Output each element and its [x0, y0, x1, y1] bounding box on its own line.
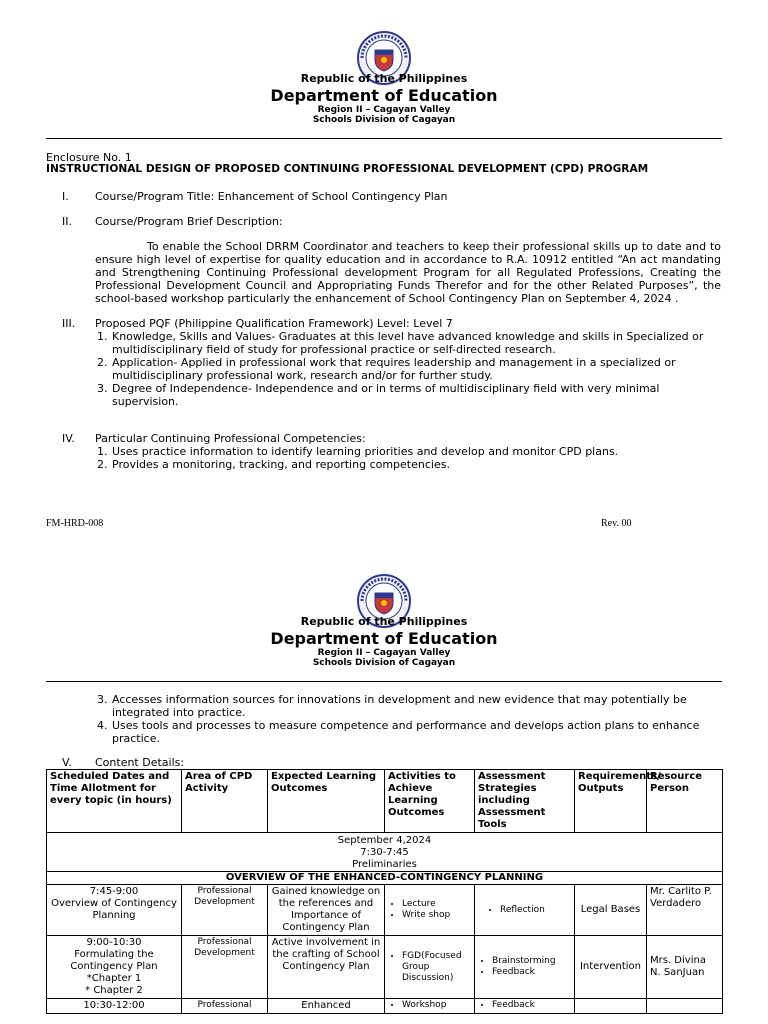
- list-item: • Lecture: [402, 899, 471, 910]
- department-title: Department of Education: [270, 629, 498, 648]
- section-2-text: Course/Program Brief Description:: [95, 215, 283, 228]
- schedule-date: September 4,2024: [337, 835, 432, 846]
- table-row: [47, 872, 723, 885]
- topic-title: Formulating the Contingency Plan: [70, 949, 158, 972]
- list-item: 3. Degree of Independence- Independence and or in terms of multidisciplinary field with very minimal supervision.: [111, 382, 721, 408]
- list-item: • Workshop: [402, 1000, 471, 1011]
- list-item: • Reflection: [500, 905, 571, 916]
- preliminaries-label: Preliminaries: [352, 859, 417, 870]
- pqf-level-list: [95, 330, 721, 408]
- list-item: • FGD(Focused Group Discussion): [402, 951, 471, 984]
- table-row: [47, 999, 723, 1014]
- table-row: [47, 885, 723, 936]
- assessment-list: [478, 905, 571, 916]
- column-header: Expected Learning Outcomes: [268, 770, 385, 833]
- enclosure-label: Enclosure No. 1: [46, 151, 132, 164]
- list-item: 2. Provides a monitoring, tracking, and reporting competencies.: [111, 458, 721, 471]
- schedule-time: 7:30-7:45: [360, 847, 409, 858]
- cpd-area: Professional Development: [182, 885, 268, 936]
- topic-subitem: *Chapter 1: [86, 973, 142, 984]
- requirement-output: Legal Bases: [575, 885, 647, 936]
- resource-person: Mr. Carlito P. Verdadero: [647, 885, 723, 936]
- section-3-number: III.: [62, 317, 76, 330]
- header-divider: [46, 681, 722, 682]
- cpd-area: Professional Development: [182, 936, 268, 999]
- activities-list: [388, 1000, 471, 1011]
- column-header: Resource Person: [647, 770, 723, 833]
- section-1-number: I.: [62, 190, 69, 203]
- competencies-list: [95, 445, 721, 471]
- section-3-text: Proposed PQF (Philippine Qualification Framework) Level: Level 7: [95, 317, 453, 330]
- section-4-number: IV.: [62, 432, 75, 445]
- activities-list: [388, 951, 471, 984]
- column-header: Scheduled Dates and Time Allotment for every topic (in hours): [47, 770, 182, 833]
- assessment-list: [478, 956, 571, 978]
- header-divider: [46, 138, 722, 139]
- assessment-list: [478, 1000, 571, 1011]
- topic-time: 7:45-9:00: [89, 886, 139, 897]
- requirement-output: Intervention: [575, 936, 647, 999]
- topic-subitem: * Chapter 2: [85, 985, 143, 996]
- section-5-number: V.: [62, 756, 72, 769]
- list-item: • Feedback: [492, 967, 571, 978]
- list-item: • Brainstorming: [492, 956, 571, 967]
- activities-list: [388, 899, 471, 921]
- topic-time: 9:00-10:30: [86, 937, 142, 948]
- republic-line: Republic of the Philippines: [300, 72, 468, 85]
- list-item: 4. Uses tools and processes to measure competence and performance and develops action plans to enhance practice.: [111, 719, 721, 745]
- learning-outcome: Active involvement in the crafting of School Contingency Plan: [268, 936, 385, 999]
- section-2-number: II.: [62, 215, 72, 228]
- list-item: • Write shop: [402, 910, 471, 921]
- list-item: 1. Uses practice information to identify learning priorities and develop and monitor CPD plans.: [111, 445, 721, 458]
- table-header-row: [47, 770, 723, 833]
- document-page-2: [0, 545, 768, 1024]
- table-row: [47, 833, 723, 872]
- department-title: Department of Education: [270, 86, 498, 105]
- region-line: Region II – Cagayan Valley: [317, 648, 451, 658]
- topic-time: 10:30-12:00: [47, 999, 182, 1014]
- content-details-table: [46, 769, 723, 1014]
- division-line: Schools Division of Cagayan: [312, 658, 456, 668]
- list-item: 2. Application- Applied in professional work that requires leadership and management in a specialized or multidisciplinary professional work, research and/or for further study.: [111, 356, 721, 382]
- division-line: Schools Division of Cagayan: [312, 115, 456, 125]
- form-code: FM-HRD-008: [46, 518, 104, 529]
- column-header: Requirements/ Outputs: [575, 770, 647, 833]
- section-4-text: Particular Continuing Professional Competencies:: [95, 432, 366, 445]
- revision-number: Rev. 00: [601, 518, 632, 529]
- section-1-text: Course/Program Title: Enhancement of School Contingency Plan: [95, 190, 448, 203]
- overview-heading: OVERVIEW OF THE ENHANCED-CONTINGENCY PLANNING: [47, 872, 723, 885]
- list-item: 1. Knowledge, Skills and Values- Graduates at this level have advanced knowledge and skills in Specialized or multidisciplinary field of study for professional practice or self-directed research.: [111, 330, 721, 356]
- table-row: [47, 936, 723, 999]
- resource-person: Mrs. Divina N. SanJuan: [647, 936, 723, 999]
- learning-outcome: Enhanced: [268, 999, 385, 1014]
- list-item: 3. Accesses information sources for innovations in development and new evidence that may potentially be integrated into practice.: [111, 693, 721, 719]
- republic-line: Republic of the Philippines: [300, 615, 468, 628]
- section-5-text: Content Details:: [95, 756, 185, 769]
- column-header: Activities to Achieve Learning Outcomes: [385, 770, 475, 833]
- topic-title: Overview of Contingency Planning: [51, 898, 177, 921]
- list-item: • Feedback: [492, 1000, 571, 1011]
- column-header: Assessment Strategies including Assessment Tools: [475, 770, 575, 833]
- cpd-area: Professional: [182, 999, 268, 1014]
- program-description: To enable the School DRRM Coordinator and teachers to keep their professional skills up to date and to ensure high level of expertise for quality education and in accordance to R.A. 10912 entitled “An act mandating and Strengthening Continuing Professional development Program for all Regulated Professions, Creating the Professional Development Council and Appropriating Funds Therefor and for the other Related Purposes”, the school-based workshop particularly the enhancement of School Contingency Plan on September 4, 2024 .: [95, 240, 721, 305]
- learning-outcome: Gained knowledge on the references and Importance of Contingency Plan: [268, 885, 385, 936]
- competencies-list-continued: [95, 693, 721, 745]
- region-line: Region II – Cagayan Valley: [317, 105, 451, 115]
- document-title: INSTRUCTIONAL DESIGN OF PROPOSED CONTINUING PROFESSIONAL DEVELOPMENT (CPD) PROGRAM: [46, 163, 649, 175]
- column-header: Area of CPD Activity: [182, 770, 268, 833]
